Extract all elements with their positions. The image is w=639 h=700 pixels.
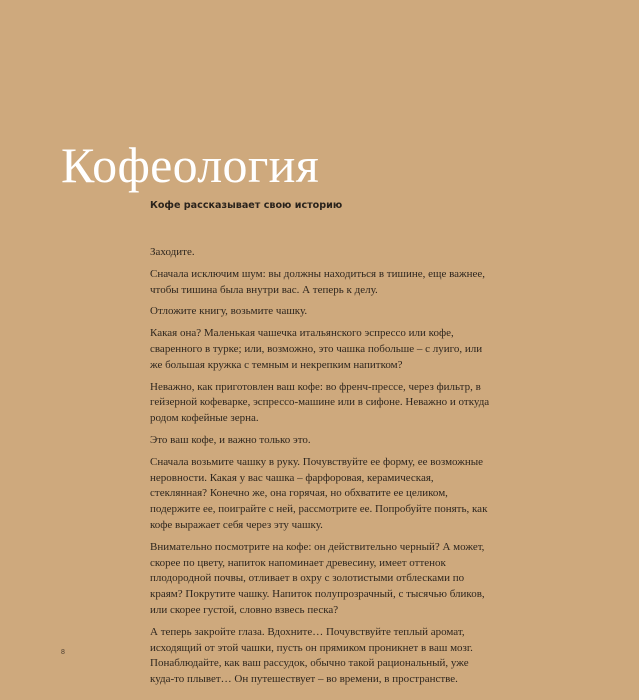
paragraph: Неважно, как приготовлен ваш кофе: во френч-прессе, через фильтр, в гейзерной кофеварке, эспрессо-машине или в сифоне. Неважно и откуда родом кофейные зерна. [150,380,490,425]
paragraph: Это ваш кофе, и важно только это. [150,433,311,446]
page-number: 8 [61,649,65,656]
body-text [150,245,490,694]
paragraph: Заходите. [150,246,195,258]
paragraph: Какая она? Маленькая чашечка итальянского эспрессо или кофе, сваренного в турке; или, возможно, это чашка побольше – с луиго, или же большая кружка с темным и некрепким напитком? [150,327,483,371]
paragraph: Сначала исключим шум: вы должны находиться в тишине, еще важнее, чтобы тишина была внутри вас. А теперь к делу. [150,267,486,296]
paragraph: Отложите книгу, возьмите чашку. [150,305,308,318]
paragraph: А теперь закройте глаза. Вдохните… Почувствуйте теплый аромат, исходящий от этой чашки, пусть он прямиком проникнет в ваш мозг. Понаблюдайте, как ваш рассудок, обычно такой рациональный, уже куда-то плывет… Он путешествует – во времени, в пространстве. [150,625,473,686]
paragraph: Внимательно посмотрите на кофе: он действительно черный? А может, скорее по цвету, напиток напоминает древесину, имеет оттенок плодородной почвы, отливает в охру с золотистыми отблесками по краям? Покрутите чашку. Напиток полупрозрачный, с тысячью бликов, или скорее густой, словно взвесь песка? [150,540,485,616]
page-title: Кофеология [61,137,320,193]
page-subtitle: Кофе рассказывает свою историю [150,200,343,211]
paragraph: Сначала возьмите чашку в руку. Почувствуйте ее форму, ее возможные неровности. Какая у вас чашка – фарфоровая, керамическая, стеклянная? Конечно же, она горячая, но обхватите ее целиком, подержите ее, поиграйте с ней, рассмотрите ее. Попробуйте понять, как кофе выражает себя через эту чашку. [150,455,488,531]
